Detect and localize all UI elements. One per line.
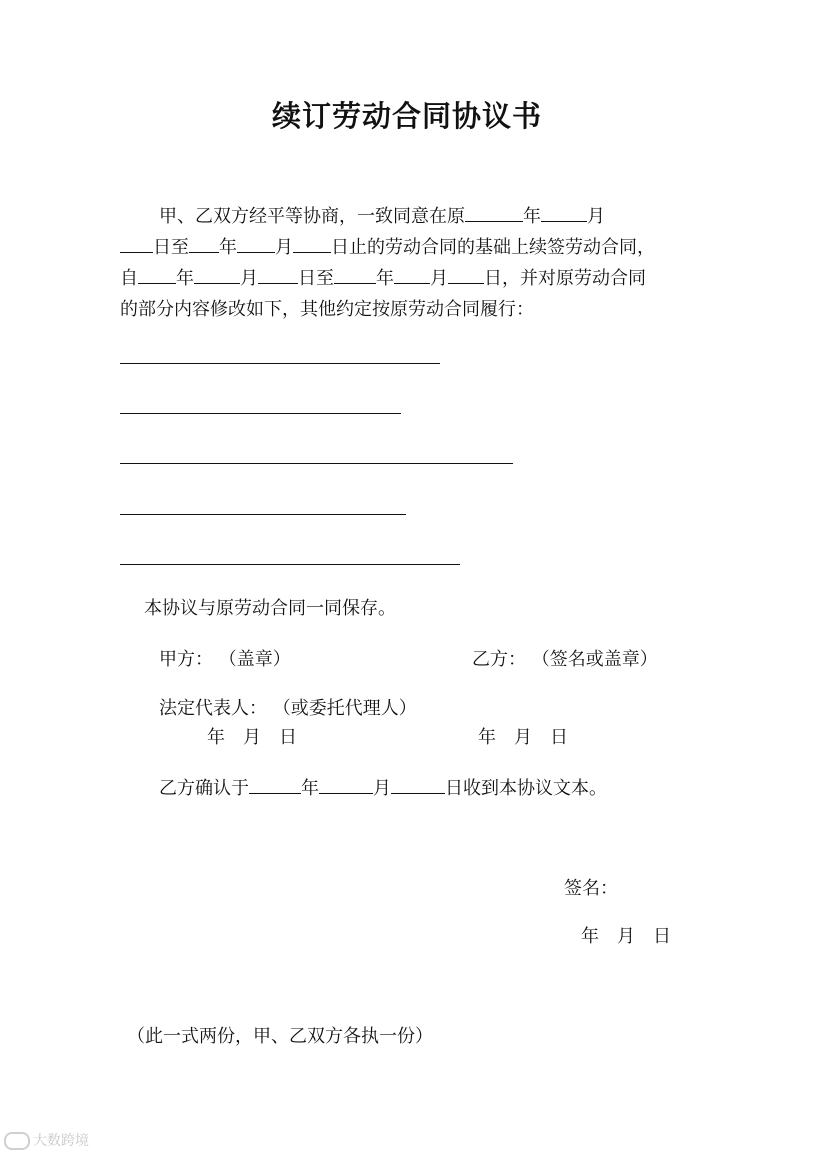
party-b-date: 年 月 日 <box>478 727 568 748</box>
signature-label: 签名： <box>564 878 618 899</box>
intro-text: 甲、乙双方经平等协商，一致同意在原 <box>159 206 465 227</box>
receipt-confirmation <box>159 774 607 800</box>
watermark-text: 大数跨境 <box>33 1133 89 1149</box>
blank-year-orig-end <box>189 235 219 253</box>
signature-date: 年 月 日 <box>581 926 671 947</box>
party-b-seal: （签名或盖章） <box>531 649 658 670</box>
watermark-logo-icon <box>4 1132 30 1150</box>
blank-month-new-end <box>394 266 430 284</box>
party-a <box>159 645 291 671</box>
copies-note: （此一式两份，甲、乙双方各执一份） <box>127 1026 433 1047</box>
year-label: 年 <box>219 237 237 258</box>
blank-year-new-end <box>334 266 376 284</box>
paragraph-line-4: 的部分内容修改如下，其他约定按原劳动合同履行： <box>120 299 534 320</box>
year-label: 年 <box>523 206 541 227</box>
year-label: 年 <box>176 268 194 289</box>
blank-month-orig-end <box>237 235 275 253</box>
paragraph-line-3 <box>120 263 646 294</box>
blank-year-new <box>138 266 176 284</box>
renewal-text: 日止的劳动合同的基础上续签劳动合同， <box>331 237 655 258</box>
blank-month-new <box>194 266 240 284</box>
blank-day-new <box>258 266 298 284</box>
modification-line-2 <box>120 413 401 414</box>
party-b-label: 乙方： <box>472 649 526 670</box>
watermark <box>4 1130 89 1150</box>
confirm-text: 乙方确认于 <box>159 778 249 799</box>
day-to-label: 日至 <box>153 237 189 258</box>
modification-line-5 <box>120 564 460 565</box>
legal-representative <box>159 694 417 720</box>
document-title: 续订劳动合同协议书 <box>271 99 542 133</box>
blank-receipt-year <box>249 776 301 794</box>
blank-day-new-end <box>448 266 484 284</box>
legal-rep-note: （或委托代理人） <box>272 698 417 719</box>
from-label: 自 <box>120 268 138 289</box>
party-b <box>472 645 658 671</box>
month-label: 月 <box>587 206 605 227</box>
legal-rep-label: 法定代表人： <box>159 698 267 719</box>
paragraph-line-2 <box>120 232 655 263</box>
month-label: 月 <box>430 268 448 289</box>
year-label: 年 <box>376 268 394 289</box>
blank-receipt-month <box>319 776 373 794</box>
modify-text: 日，并对原劳动合同 <box>484 268 646 289</box>
month-label: 月 <box>240 268 258 289</box>
month-label: 月 <box>373 778 391 799</box>
party-a-date: 年 月 日 <box>207 727 297 748</box>
day-to-label: 日至 <box>298 268 334 289</box>
party-a-seal: （盖章） <box>218 649 291 670</box>
year-label: 年 <box>301 778 319 799</box>
blank-day-orig-end <box>293 235 331 253</box>
blank-receipt-day <box>391 776 445 794</box>
paragraph-line-1 <box>159 201 605 232</box>
modification-line-4 <box>120 514 406 515</box>
modification-line-1 <box>120 363 440 364</box>
blank-year-orig <box>465 204 523 222</box>
confirm-end-text: 日收到本协议文本。 <box>445 778 607 799</box>
blank-day-orig <box>120 235 153 253</box>
month-label: 月 <box>275 237 293 258</box>
blank-month-orig <box>541 204 587 222</box>
party-a-label: 甲方： <box>159 649 213 670</box>
preserve-note: 本协议与原劳动合同一同保存。 <box>144 598 396 619</box>
modification-line-3 <box>120 463 513 464</box>
